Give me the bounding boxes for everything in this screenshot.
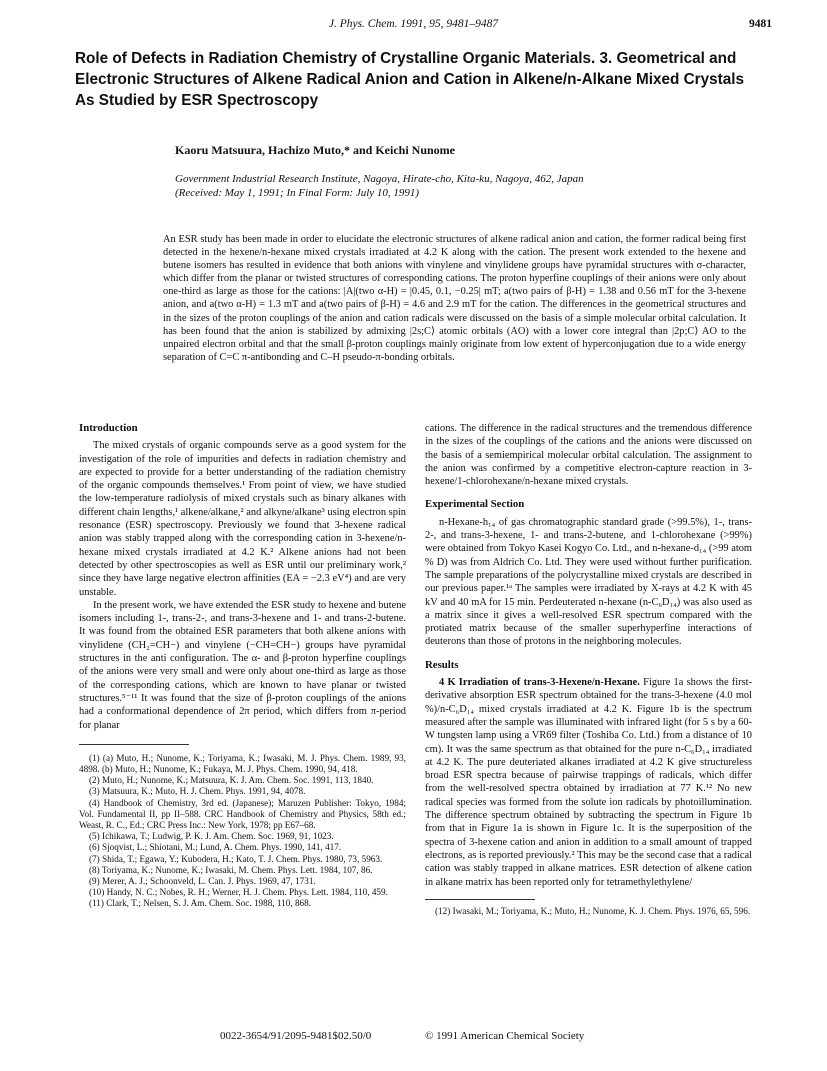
experimental-paragraph: n-Hexane-h₁₄ of gas chromatographic standard grade (>99.5%), 1-, trans-2-, and trans-3-hexene, 1- and trans-2-butene, and 1-chlorohexane (>99%) were obtained from Tokyo Kasei Kogyo Co. Ltd., and n-hexane-d₁₄ (>99 atom % D) was from Aldrich Co. Ltd. They were used without further purification. The sample preparations of the polycrystalline mixed crystals are described in our previous paper.¹ᵃ The samples were irradiated by X-rays at 4.2 K with 45 kV and 40 mA for 15 min. Perdeuterated n-hexane (n-C₆D₁₄) was also used as a matrix since it gives a well-resolved ESR spectrum compared with the protiated matrix because of the smaller superhyperfine interactions of deuterons than those of protons in the neighboring molecules.	[425, 516, 752, 648]
article-title: Role of Defects in Radiation Chemistry of Crystalline Organic Materials. 3. Geometrical and Electronic Structures of Alkene Radical Anion and Cation in Alkene/n-Alkane Mixed Crystals As Studied by ESR Spectroscopy	[75, 50, 744, 109]
reference-item: (6) Sjoqvist, L.; Shiotani, M.; Lund, A. Chem. Phys. 1990, 141, 417.	[89, 842, 342, 853]
copyright-notice: © 1991 American Chemical Society	[425, 1030, 585, 1042]
right-column	[425, 422, 752, 917]
reference-item: (12) Iwasaki, M.; Toriyama, K.; Muto, H.; Nunome, K. J. Chem. Phys. 1976, 65, 596.	[435, 905, 751, 916]
results-text: Figure 1a shows the first-derivative absorption ESR spectrum obtained for the trans-3-hexene (4.0 mol %)/n-C₆D₁₄ mixed crystals irradiated at 4.2 K. Figure 1b is the spectrum measured after the sample was illuminated with infrared light (for 5 s by a 60-W tungsten lamp using a VR69 filter (Toshiba Co. Ltd.) from a distance of 10 cm). It was the same spectrum as that obtained for the pure n-C₆D₁₄ irradiated at 4.2 K. The pure deuteriated alkanes irradiated at 4.2 K give structureless broad ESR spectra because of pairwise trappings of radicals, which differ from the well-resolved spectra obtained by irradiation at 77 K.¹² No new radical species was formed from the solute ion radicals by photoillumination. The difference spectrum obtained by subtracting the spectrum in Figure 1b from that in Figure 1a is shown in Figure 1c. It is the superposition of the spectra of 3-hexene cation and anion in addition to a small amount of trapped electrons, as is reported previously.² This may be the second case that a radical cation was stably trapped in alkane matrices. ESR detection of alkene cation in alkane matrix has been reported only for tetramethylethylene/	[425, 677, 753, 888]
intro-continuation: cations. The difference in the radical structures and the tremendous difference in the sizes of the couplings of the cations and the anions were discussed on the basis of a semiempirical molecular orbital calculation. The assignment to the anion was confirmed by a competitive electron-capture reaction in 3-hexene/1-chlorohexane/n-hexane mixed crystals.	[425, 423, 752, 488]
reference-list	[425, 906, 752, 917]
results-subheading: 4 K Irradiation of trans-3-Hexene/n-Hexane.	[439, 677, 640, 689]
reference-item: (2) Muto, H.; Nunome, K.; Matsuura, K. J. Am. Chem. Soc. 1991, 113, 1840.	[89, 775, 374, 786]
left-column	[79, 422, 406, 910]
results-paragraph	[425, 676, 752, 889]
reference-list	[79, 753, 406, 910]
issn-code: 0022-3654/91/2095-9481$02.50/0	[220, 1030, 372, 1042]
footnote-rule	[79, 744, 189, 745]
reference-item: (10) Handy, N. C.; Nobes, R. H.; Werner, H. J. Chem. Phys. Lett. 1984, 110, 459.	[89, 887, 388, 898]
abstract: An ESR study has been made in order to elucidate the electronic structures of alkene radical anion and cation, the former radical being first detected in the hexene/n-hexane mixed crystals irradiated at 4.2 K along with the cation. The present work extended to the hexene and butene isomers has resulted in evidence that both anions with vinylene and vinylidene groups have pyramidal structures with σ-character, which differ from the planar or twisted structures of corresponding cations. The proton hyperfine couplings of their anions were only about one-third as large as those for the cations: |A|(two α-H) = |0.45, 0.1, −0.25| mT; a(two pairs of β-H) = 1.38 and 0.56 mT for the 3-hexene anion, and a(two α-H) = 1.3 mT and a(two pairs of β-H) = 4.6 and 2.9 mT for the cation. The differences in the geometrical structures and in the sizes of the proton couplings of the anion and cation radicals were discussed on the basis of a simple molecular orbital calculation. It has been found that the anion is stabilized by admixing |2s;C⟩ atomic orbitals (AO) with a lower core integral than |2p;C⟩ AO to the unpaired electron orbital and that the small β-proton couplings mainly originate from low extent of hyperconjugation due to a wide energy separation of C=C π-antibonding and C–H pseudo-π-bonding orbitals.	[163, 234, 746, 363]
experimental-heading: Experimental Section	[425, 498, 525, 511]
reference-item: (9) Merer, A. J.; Schoonveld, L. Can. J. Phys. 1969, 47, 1731.	[89, 876, 316, 887]
page-number: 9481	[749, 18, 772, 30]
affiliation: Government Industrial Research Institute, Nagoya, Hirate-cho, Kita-ku, Nagoya, 462, Japan	[175, 173, 584, 185]
reference-item: (11) Clark, T.; Nelsen, S. J. Am. Chem. Soc. 1988, 110, 868.	[89, 898, 312, 909]
reference-item: (1) (a) Muto, H.; Nunome, K.; Toriyama, K.; Iwasaki, M. J. Phys. Chem. 1989, 93, 4898. (b) Muto, H.; Nunome, K.; Fukaya, M. J. Phys. Chem. 1990, 94, 418.	[79, 752, 406, 775]
reference-item: (8) Toriyama, K.; Nunome, K.; Iwasaki, M. Chem. Phys. Lett. 1984, 107, 86.	[89, 864, 373, 875]
results-heading: Results	[425, 658, 459, 671]
intro-paragraph: In the present work, we have extended the ESR study to hexene and butene isomers including 1-, trans-2-, and trans-3-hexene and 1- and trans-2-butene. It was found from the obtained ESR parameters that both alkene anions with vinylidene (CH₂=CH−) and vinylene (−CH=CH−) groups have pyramidal structures in the anti configuration. The α- and β-proton hyperfine couplings of the anions were very small and were only about one-third as large as those of the corresponding cations, which are known to have planar or twisted structures.⁵⁻¹¹ It was found that the size of β-proton couplings of the anions had a conformational dependence of 2π period, which differs from π-period for planar	[79, 599, 406, 731]
introduction-heading: Introduction	[79, 422, 138, 434]
reference-item: (7) Shida, T.; Egawa, Y.; Kubodera, H.; Kato, T. J. Chem. Phys. 1980, 73, 5963.	[89, 853, 383, 864]
intro-paragraph: The mixed crystals of organic compounds serve as a good system for the investigation of the role of impurities and defects in radiation chemistry and are expected to provide for a better understanding of the radiation chemistry of the organic compounds themselves.¹ From point of view, we have studied the low-temperature radiolysis of mixed crystals such as binary alkanes with different chain lengths,¹ alkene/alkane,² and alkyne/alkane³ using electron spin resonance (ESR) spectroscopy. Previously we found that 3-hexene radical anion was stably trapped along with the corresponding cation in 3-hexene/n-hexane mixed crystals irradiated at 4.2 K.² Alkene anions had not been detected by other spectroscopies as well as ESR until our preliminary work,² since they have large negative electron affinities (EA = −2.3 eV⁴) and are very unstable.	[79, 440, 406, 598]
reference-item: (4) Handbook of Chemistry, 3rd ed. (Japanese); Maruzen Publisher: Tokyo, 1984; Vol. Fundamental II, pp II–588. CRC Handbook of Chemistry and Physics, 58th ed.; Weast, R. C., Ed.; CRC Press Inc.: New York, 1978; pp E67–68.	[79, 797, 406, 831]
journal-reference: J. Phys. Chem. 1991, 95, 9481–9487	[328, 18, 499, 30]
footnote-rule	[425, 899, 535, 900]
author-list: Kaoru Matsuura, Hachizo Muto,* and Keichi Nunome	[175, 143, 456, 157]
received-dates: (Received: May 1, 1991; In Final Form: July 10, 1991)	[175, 187, 420, 199]
reference-item: (3) Matsuura, K.; Muto, H. J. Chem. Phys. 1991, 94, 4078.	[89, 786, 306, 797]
affiliation-block	[175, 172, 735, 200]
reference-item: (5) Ichikawa, T.; Ludwig, P. K. J. Am. Chem. Soc. 1969, 91, 1023.	[89, 831, 334, 842]
